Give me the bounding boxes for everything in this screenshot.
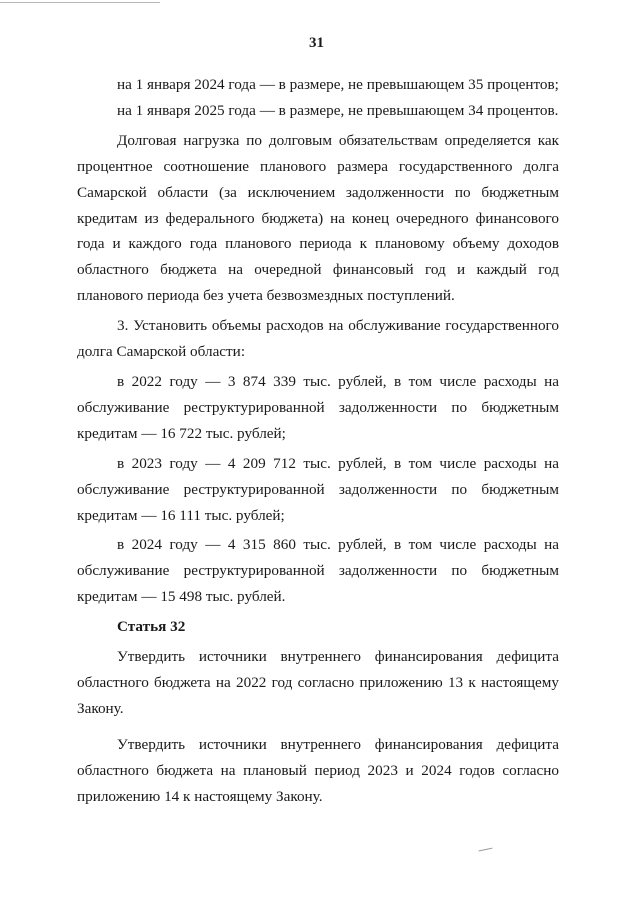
document-body <box>77 72 559 809</box>
article-heading: Статья 32 <box>117 618 186 636</box>
paragraph-debt-load-definition: Долговая нагрузка по долговым обязательствам определяется как процентное соотношение планового размера государственного долга Самарской области (за исключением задолженности по бюджетным кредитам из федерального бюджета) на конец очередного финансового года и каждого года планового периода к плановому объему доходов областного бюджета на очередной финансовый год и каждый год планового периода без учета безвозмездных поступлений. <box>77 131 559 305</box>
page-number: 31 <box>309 35 324 51</box>
paragraph-debt-limit-2024: на 1 января 2024 года — в размере, не превышающем 35 процентов; <box>117 76 559 93</box>
scan-mark <box>479 848 494 857</box>
scan-edge-line <box>0 2 160 3</box>
paragraph-deficit-sources-2023-2024: Утвердить источники внутреннего финансирования дефицита областного бюджета на плановый период 2023 и 2024 годов согласно приложению 14 к настоящему Закону. <box>77 735 559 805</box>
paragraph-debt-limit-2025: на 1 января 2025 года — в размере, не превышающем 34 процентов. <box>117 101 559 119</box>
paragraph-deficit-sources-2022: Утвердить источники внутреннего финансирования дефицита областного бюджета на 2022 год согласно приложению 13 к настоящему Закону. <box>77 648 559 717</box>
paragraph-debt-service-2022: в 2022 году — 3 874 339 тыс. рублей, в том числе расходы на обслуживание реструктурированной задолженности по бюджетным кредитам — 16 722 тыс. рублей; <box>77 372 559 442</box>
paragraph-debt-service-intro: 3. Установить объемы расходов на обслуживание государственного долга Самарской области: <box>77 317 559 361</box>
paragraph-debt-service-2024: в 2024 году — 4 315 860 тыс. рублей, в том числе расходы на обслуживание реструктурированной задолженности по бюджетным кредитам — 15 498 тыс. рублей. <box>77 536 559 606</box>
paragraph-debt-service-2023: в 2023 году — 4 209 712 тыс. рублей, в том числе расходы на обслуживание реструктурированной задолженности по бюджетным кредитам — 16 111 тыс. рублей; <box>77 454 559 524</box>
